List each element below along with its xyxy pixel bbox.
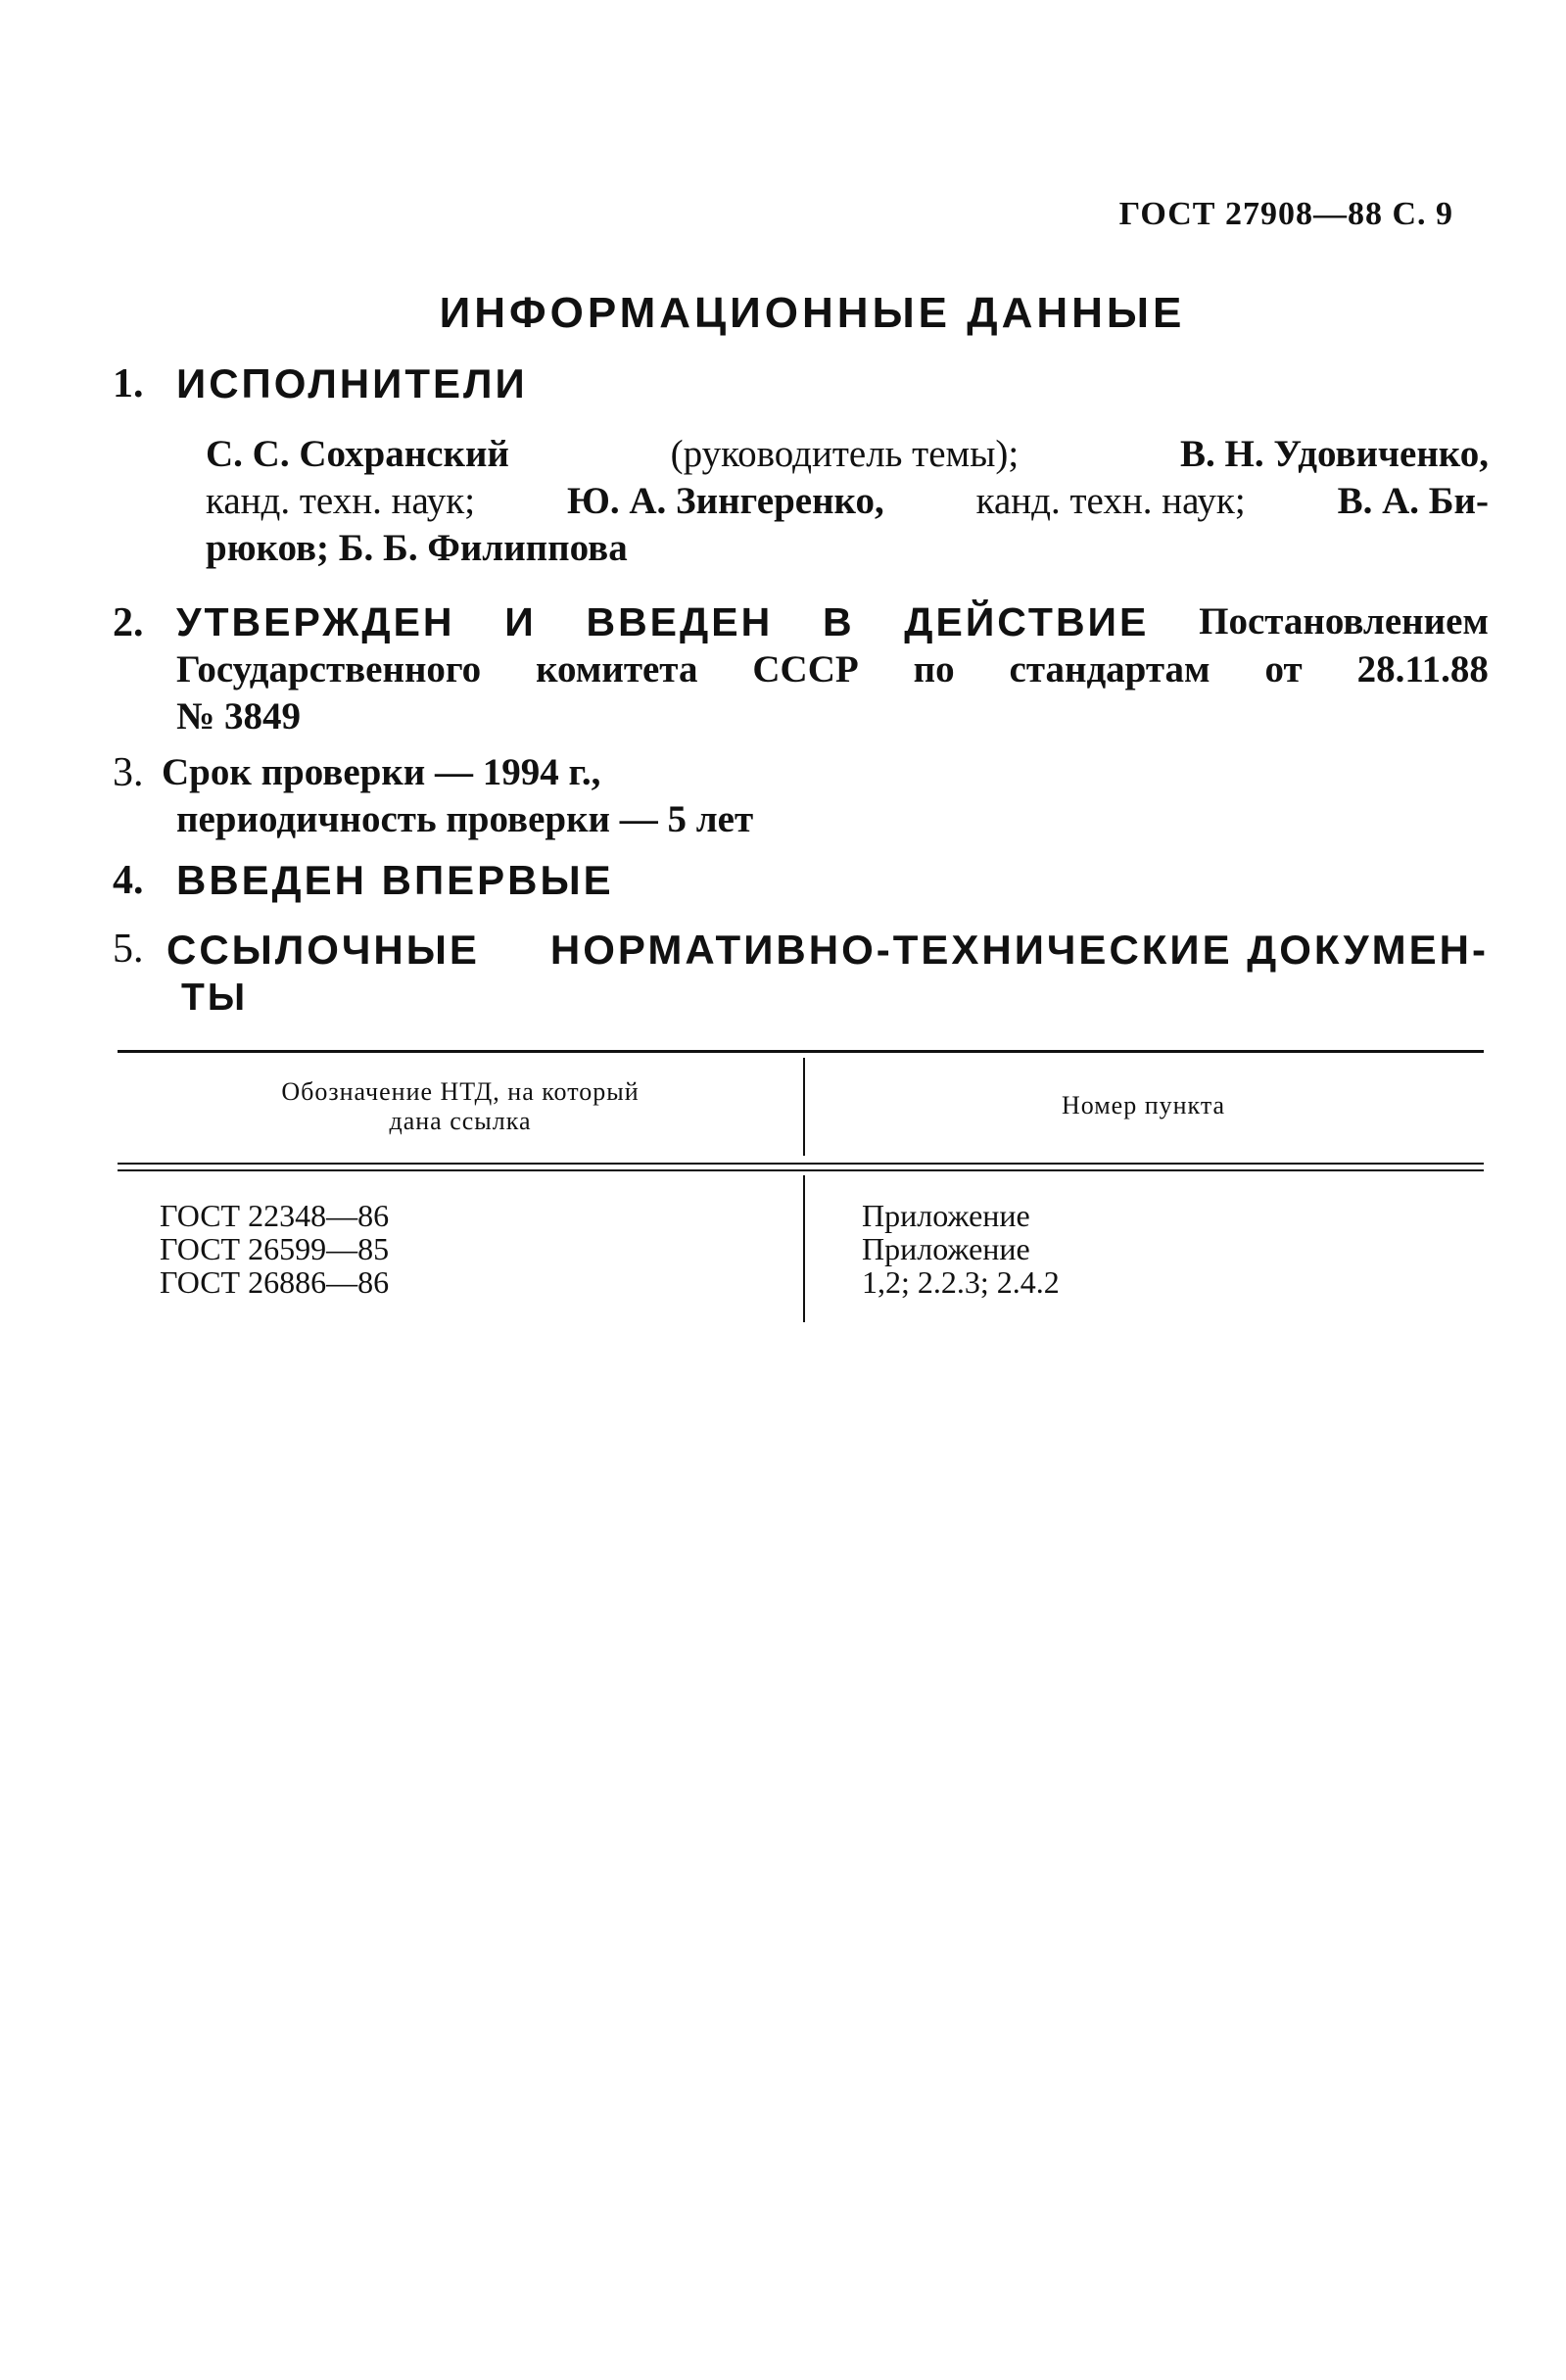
section-5-line-1: ССЫЛОЧНЫЕ НОРМАТИВНО-ТЕХНИЧЕСКИЕ ДОКУМЕН- (166, 927, 1489, 973)
table-column-divider (803, 1175, 805, 1322)
section-heading: ВВЕДЕН ВПЕРВЫЕ (176, 857, 614, 903)
section-2-line-2: Государственного комитета СССР по стандартам от 28.11.88 (176, 648, 1489, 690)
running-head: ГОСТ 27908—88 С. 9 (1118, 196, 1453, 232)
table-cell: Приложение (862, 1198, 1030, 1233)
section-number: 2. (113, 600, 144, 645)
section-number: 5. (113, 927, 144, 972)
table-cell: Приложение (862, 1231, 1030, 1266)
table-cell: ГОСТ 26886—86 (160, 1264, 390, 1300)
section-2-line-1: УТВЕРЖДЕН И ВВЕДЕН В ДЕЙСТВИЕ Постановлением (176, 599, 1489, 644)
table-cell: 1,2; 2.2.3; 2.4.2 (862, 1264, 1060, 1300)
section-number: 4. (113, 858, 144, 903)
reference-documents-table (118, 1050, 1484, 1344)
table-header-document: Обозначение НТД, на который дана ссылка (281, 1077, 640, 1135)
page-title: ИНФОРМАЦИОННЫЕ ДАННЫЕ (439, 289, 1186, 337)
table-column-items (862, 1199, 1060, 1299)
section-1-heading (113, 360, 1484, 419)
table-cell: ГОСТ 26599—85 (160, 1231, 390, 1266)
section-number: 1. (113, 361, 144, 406)
section-3-line-1: Срок проверки — 1994 г., (162, 751, 601, 793)
body-line: С. С. Сохранский (руководитель темы); В. Н. Удовиченко, (206, 433, 1489, 475)
section-heading: ИСПОЛНИТЕЛИ (176, 360, 528, 406)
table-column-documents (160, 1199, 389, 1299)
table-cell: ГОСТ 22348—86 (160, 1198, 390, 1233)
body-line: рюков; Б. Б. Филиппова (206, 527, 628, 569)
table-top-rule (118, 1050, 1484, 1053)
section-5-line-2: ТЫ (181, 976, 249, 1019)
section-4 (113, 857, 1484, 916)
body-line: канд. техн. наук; Ю. А. Зингеренко, канд. техн. наук; В. А. Би- (206, 480, 1489, 522)
section-3-line-2: периодичность проверки — 5 лет (176, 798, 754, 840)
section-3 (113, 749, 1484, 847)
section-number: 3. (113, 750, 144, 795)
section-1-body (113, 431, 1489, 588)
section-2 (113, 597, 1489, 744)
table-header-item-number: Номер пункта (1061, 1091, 1226, 1119)
table-header-rule (118, 1163, 1484, 1171)
section-2-line-3: № 3849 (176, 695, 301, 738)
section-5 (113, 926, 1489, 1033)
